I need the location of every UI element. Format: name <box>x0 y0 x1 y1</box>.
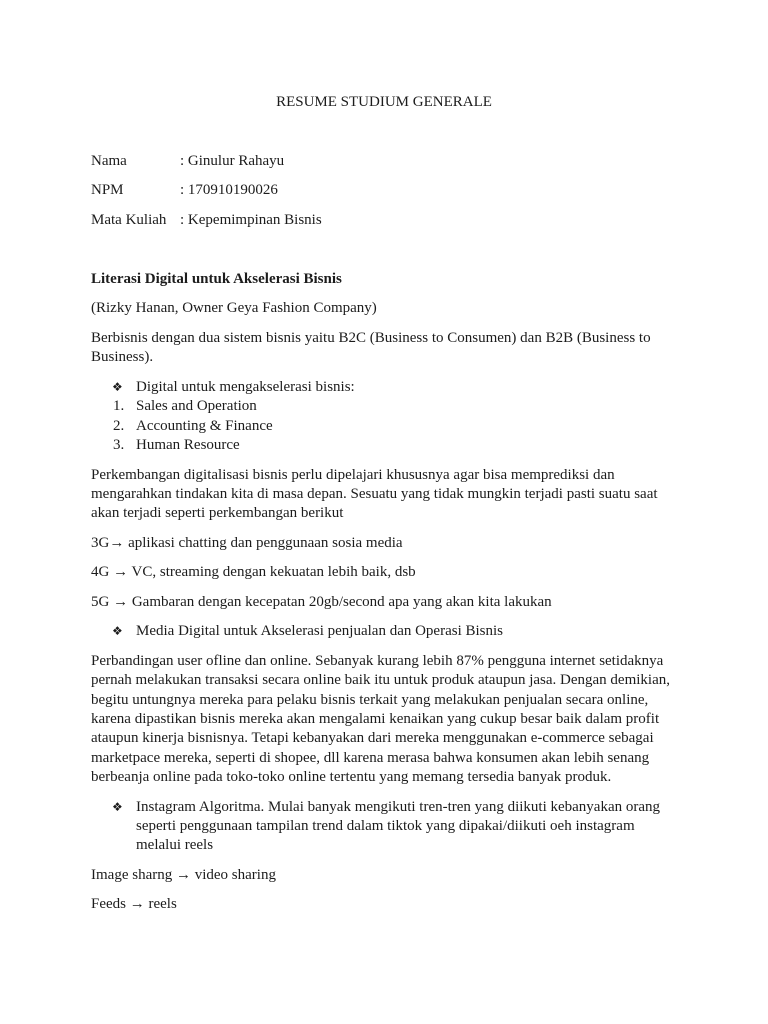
section-heading: Literasi Digital untuk Akselerasi Bisnis <box>91 270 342 287</box>
identity-value-course: : Kepemimpinan Bisnis <box>180 211 322 228</box>
identity-value-name: : Ginulur Rahayu <box>180 152 285 169</box>
bullet-text: Media Digital untuk Akselerasi penjualan dan Operasi Bisnis <box>136 623 504 640</box>
intro-paragraph <box>91 329 677 368</box>
paragraph-line: pernah melakukan transaksi secara online baik itu untuk produk ataupun jasa. Dengan demikian, <box>91 672 670 689</box>
paragraph-line: berbeanja online pada toko-toko online tertentu yang memang tersedia banyak produk. <box>91 769 612 786</box>
numbered-item <box>91 436 677 455</box>
blank-line <box>91 240 677 259</box>
instagram-algorithm-list <box>91 798 677 856</box>
paragraph-line: mengarahkan tindakan kita di masa depan. Sesuatu yang tidak mungkin terjadi pasti suatu saat <box>91 485 658 502</box>
bullet-text: melalui reels <box>136 837 214 854</box>
identity-row-course <box>91 211 677 230</box>
paragraph-line: Perkembangan digitalisasi bisnis perlu dipelajari khususnya agar bisa memprediksi dan <box>91 466 615 483</box>
document-title: RESUME STUDIUM GENERALE <box>276 94 492 110</box>
identity-row-name <box>91 152 677 171</box>
item-number: 2. <box>113 417 125 434</box>
diamond-bullet-icon: ❖ <box>112 624 123 639</box>
paragraph-line: begitu untungnya mereka para pelaku bisnis terkait yang melakukan penjualan secara online, <box>91 691 649 708</box>
speaker-line: (Rizky Hanan, Owner Geya Fashion Company) <box>91 300 377 317</box>
sharing-shift-line: Image sharng → video sharing <box>91 866 276 883</box>
development-paragraph <box>91 466 677 524</box>
identity-value-npm: : 170910190026 <box>180 182 278 199</box>
item-number: 1. <box>113 398 125 415</box>
paragraph-line: ataupun kinerja bisnisnya. Tetapi kebanyakan dari mereka menggunakan e-commerce sebagai <box>91 730 654 747</box>
paragraph-line: marketpace mereka, seperti di shopee, dll karena merasa bahwa konsumen akan lebih senang <box>91 749 650 766</box>
paragraph-line: Perbandingan user ofline dan online. Sebanyak kurang lebih 87% pengguna internet setidaknya <box>91 652 664 669</box>
paragraph-line: karena dipastikan bisnis mereka akan mengalami kenaikan yang cukup besar baik dalam profit <box>91 710 660 727</box>
diamond-bullet-icon: ❖ <box>112 379 123 394</box>
feeds-shift-line: Feeds → reels <box>91 896 177 913</box>
comparison-paragraph <box>91 652 677 788</box>
item-text: Accounting & Finance <box>136 417 273 434</box>
bullet-item <box>91 798 677 856</box>
blank-line <box>91 123 677 142</box>
bullet-text: seperti penggunaan tampilan trend dalam tiktok yang dipakai/diikuti oeh instagram <box>136 817 635 834</box>
numbered-item <box>91 417 677 436</box>
bullet-text: Instagram Algoritma. Mulai banyak mengikuti tren-tren yang diikuti kebanyakan orang <box>136 798 661 815</box>
generation-3g-line: 3G→ aplikasi chatting dan penggunaan sosia media <box>91 534 403 551</box>
bullet-text: Digital untuk mengakselerasi bisnis: <box>136 378 355 395</box>
item-text: Sales and Operation <box>136 398 257 415</box>
paragraph-line: Business). <box>91 349 154 366</box>
bullet-item <box>91 378 677 397</box>
identity-label-npm: NPM <box>91 182 124 199</box>
paragraph-line: akan terjadi seperti perkembangan berikut <box>91 505 344 522</box>
diamond-bullet-icon: ❖ <box>112 799 123 814</box>
media-digital-list <box>91 622 677 641</box>
paragraph-line: Berbisnis dengan dua sistem bisnis yaitu B2C (Business to Consumen) dan B2B (Business to <box>91 329 651 346</box>
item-number: 3. <box>113 437 125 454</box>
identity-row-npm <box>91 181 677 200</box>
document-page <box>91 93 677 925</box>
digital-acceleration-list <box>91 378 677 456</box>
generation-5g-line: 5G → Gambaran dengan kecepatan 20gb/second apa yang akan kita lakukan <box>91 593 552 610</box>
bullet-item <box>91 622 677 641</box>
generation-4g-line: 4G → VC, streaming dengan kekuatan lebih baik, dsb <box>91 564 416 581</box>
identity-label-course: Mata Kuliah <box>91 211 167 228</box>
identity-label-name: Nama <box>91 152 127 169</box>
numbered-item <box>91 397 677 416</box>
item-text: Human Resource <box>136 437 240 454</box>
